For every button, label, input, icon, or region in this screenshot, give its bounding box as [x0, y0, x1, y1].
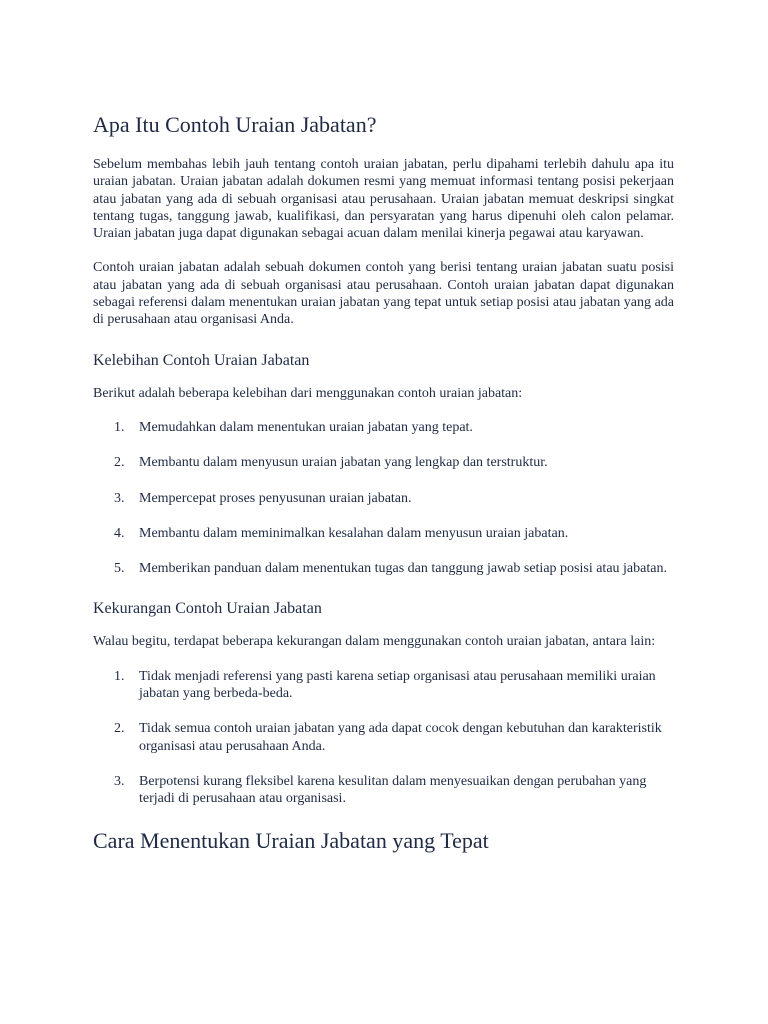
list-number: 3.: [114, 490, 125, 506]
list-item: [93, 720, 674, 755]
list-text: Membantu dalam menyusun uraian jabatan yang lengkap dan terstruktur.: [139, 455, 548, 471]
document-page: [93, 112, 674, 854]
list-number: 1.: [114, 668, 125, 684]
heading-kekurangan: Kekurangan Contoh Uraian Jabatan: [93, 600, 322, 618]
list-item: [93, 454, 674, 471]
list-item: [93, 560, 674, 577]
heading-kelebihan: Kelebihan Contoh Uraian Jabatan: [93, 351, 310, 369]
list-text: Membantu dalam meminimalkan kesalahan dalam menyusun uraian jabatan.: [139, 525, 569, 541]
list-item: [93, 490, 674, 507]
list-number: 5.: [114, 561, 125, 577]
list-item: [93, 773, 674, 808]
list-text: Tidak semua contoh uraian jabatan yang ada dapat cocok dengan kebutuhan dan karakteristik organisasi atau perusahaan Anda.: [139, 721, 662, 754]
paragraph-intro: Sebelum membahas lebih jauh tentang contoh uraian jabatan, perlu dipahami terlebih dahulu apa itu uraian jabatan. Uraian jabatan adalah dokumen resmi yang memuat informasi tentang posisi pekerjaan atau jabatan yang ada di sebuah organisasi atau perusahaan. Uraian jabatan memuat deskripsi singkat tentang tugas, tanggung jawab, kualifikasi, dan persyaratan yang harus dipenuhi oleh calon pelamar. Uraian jabatan juga dapat digunakan sebagai acuan dalam menilai kinerja pegawai atau karyawan.: [93, 157, 674, 242]
heading-cara-menentukan: Cara Menentukan Uraian Jabatan yang Tepat: [93, 827, 489, 853]
list-text: Memudahkan dalam menentukan uraian jabatan yang tepat.: [139, 419, 473, 435]
list-text: Memberikan panduan dalam menentukan tugas dan tanggung jawab setiap posisi atau jabatan.: [139, 561, 667, 577]
kelebihan-list: [93, 419, 674, 577]
list-number: 2.: [114, 721, 125, 737]
kekurangan-intro: Walau begitu, terdapat beberapa kekurangan dalam menggunakan contoh uraian jabatan, antara lain:: [93, 634, 656, 650]
list-number: 4.: [114, 525, 125, 541]
list-item: [93, 419, 674, 436]
list-text: Berpotensi kurang fleksibel karena kesulitan dalam menyesuaikan dengan perubahan yang terjadi di perusahaan atau organisasi.: [139, 773, 647, 807]
list-number: 3.: [114, 773, 125, 789]
list-item: [93, 668, 674, 703]
list-number: 1.: [114, 419, 125, 435]
list-number: 2.: [114, 455, 125, 471]
kekurangan-list: [93, 668, 674, 808]
page-title: Apa Itu Contoh Uraian Jabatan?: [93, 112, 377, 137]
paragraph-definition: Contoh uraian jabatan adalah sebuah dokumen contoh yang berisi tentang uraian jabatan suatu posisi atau jabatan yang ada di sebuah organisasi atau perusahaan. Contoh uraian jabatan dapat digunakan sebagai referensi dalam menentukan uraian jabatan yang tepat untuk setiap posisi atau jabatan yang ada di perusahaan atau organisasi Anda.: [93, 260, 674, 328]
list-text: Tidak menjadi referensi yang pasti karena setiap organisasi atau perusahaan memiliki uraian jabatan yang berbeda-beda.: [139, 668, 656, 702]
list-text: Mempercepat proses penyusunan uraian jabatan.: [139, 490, 412, 506]
list-item: [93, 525, 674, 542]
kelebihan-intro: Berikut adalah beberapa kelebihan dari menggunakan contoh uraian jabatan:: [93, 385, 523, 401]
